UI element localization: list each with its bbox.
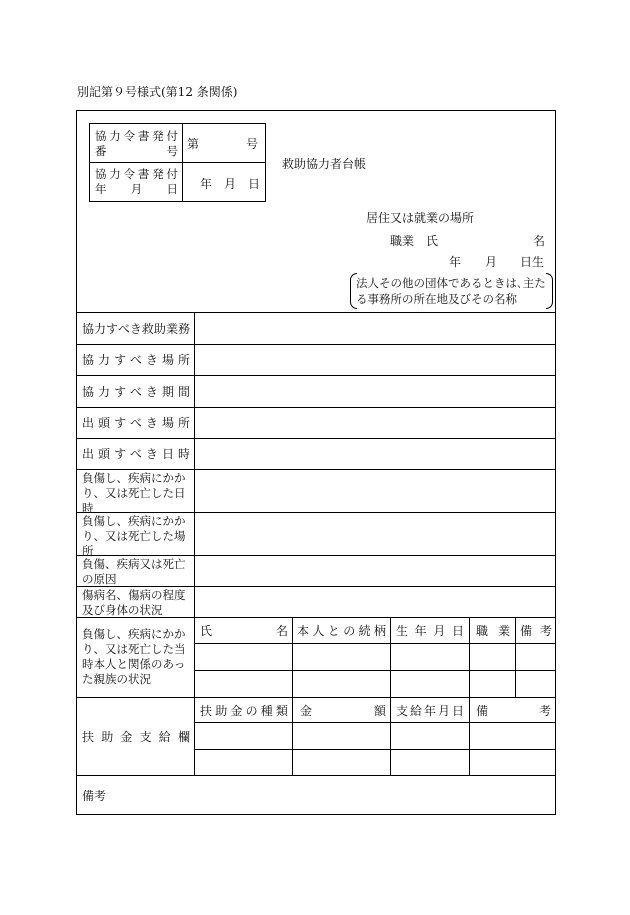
aid-col-type: 扶助金の種類 bbox=[200, 704, 288, 718]
aid-col-note-2: 考 bbox=[539, 704, 552, 718]
form-title: 救助協力者台帳 bbox=[282, 157, 367, 171]
row-label-period: 協力すべき期間 bbox=[82, 385, 190, 399]
birth-month: 月 bbox=[485, 255, 498, 269]
family-col-name-2: 名 bbox=[276, 624, 289, 638]
family-col-name-1: 氏 bbox=[200, 624, 213, 638]
order-no-label-1: 協力令書発付 bbox=[95, 129, 178, 143]
corp-note-line1: 法人その他の団体であるときは､主た bbox=[356, 276, 546, 290]
address-label: 居住又は就業の場所 bbox=[366, 211, 475, 225]
name-label-1: 氏 bbox=[426, 234, 439, 248]
aid-col-line bbox=[390, 697, 391, 775]
row-line bbox=[76, 407, 556, 408]
row-label-place: 協力すべき場所 bbox=[82, 353, 190, 367]
row-line bbox=[76, 697, 556, 698]
row-label-family-status: 負傷し、疾病にかかり、又は死亡した当時本人と関係のあった親族の状況 bbox=[82, 627, 186, 686]
family-col-line bbox=[515, 617, 516, 697]
row-label-report-datetime: 出頭すべき日時 bbox=[82, 447, 190, 461]
row-label-injury-place: 負傷し、疾病にかかり、又は死亡した場所 bbox=[82, 514, 186, 558]
row-label-report-place: 出頭すべき場所 bbox=[82, 416, 190, 430]
aid-col-line bbox=[469, 697, 470, 775]
label-divider bbox=[194, 312, 195, 775]
row-label-remarks: 備考 bbox=[82, 789, 107, 803]
aid-col-line bbox=[292, 697, 293, 775]
order-date-label-2: 年 月 日 bbox=[95, 182, 178, 196]
form-caption: 別記第９号様式(第12 条関係) bbox=[77, 85, 238, 99]
row-label-rescue-work: 協力すべき救助業務 bbox=[82, 322, 190, 336]
order-date-year: 年 bbox=[200, 177, 213, 191]
bracket-right bbox=[546, 273, 553, 309]
family-col-line bbox=[390, 617, 391, 697]
row-line bbox=[76, 312, 556, 313]
aid-col-paydate: 支給年月日 bbox=[396, 704, 464, 718]
order-no-suffix: 号 bbox=[246, 137, 259, 151]
family-col-line bbox=[469, 617, 470, 697]
birth-year: 年 bbox=[449, 255, 462, 269]
order-no-label-2: 番 号 bbox=[95, 144, 178, 158]
order-no-prefix: 第 bbox=[187, 137, 200, 151]
family-col-birth: 生年月日 bbox=[396, 624, 464, 638]
aid-row-line bbox=[194, 749, 556, 750]
row-line bbox=[76, 469, 556, 470]
order-box-hline bbox=[89, 162, 266, 163]
row-line bbox=[76, 375, 556, 376]
row-label-injury-cause: 負傷、疾病又は死亡の原因 bbox=[82, 557, 186, 586]
aid-col-amount-1: 金 bbox=[300, 704, 313, 718]
family-col-relation: 本人との続柄 bbox=[297, 624, 386, 638]
row-line bbox=[76, 344, 556, 345]
family-row-line bbox=[194, 670, 556, 671]
aid-row-line bbox=[194, 722, 556, 723]
corp-note-line2: る事務所の所在地及びその名称 bbox=[356, 292, 517, 306]
order-date-month: 月 bbox=[224, 177, 237, 191]
row-label-injury-condition: 傷病名、傷病の程度及び身体の状況 bbox=[82, 588, 186, 617]
family-row-line bbox=[194, 643, 556, 644]
row-label-aid: 扶助金支給欄 bbox=[82, 730, 190, 744]
order-date-label-1: 協力令書発付 bbox=[95, 167, 178, 181]
row-label-injury-datetime: 負傷し、疾病にかかり、又は死亡した日時 bbox=[82, 471, 186, 515]
row-line bbox=[76, 775, 556, 776]
aid-col-note-1: 備 bbox=[476, 704, 489, 718]
family-col-line bbox=[292, 617, 293, 697]
birth-day: 日生 bbox=[520, 255, 545, 269]
family-col-job: 職業 bbox=[476, 624, 510, 638]
occupation-label: 職業 bbox=[390, 234, 415, 248]
order-date-day: 日 bbox=[248, 177, 261, 191]
row-line bbox=[76, 438, 556, 439]
aid-col-amount-2: 額 bbox=[374, 704, 387, 718]
family-col-note: 備考 bbox=[520, 624, 552, 638]
name-label-2: 名 bbox=[533, 234, 546, 248]
